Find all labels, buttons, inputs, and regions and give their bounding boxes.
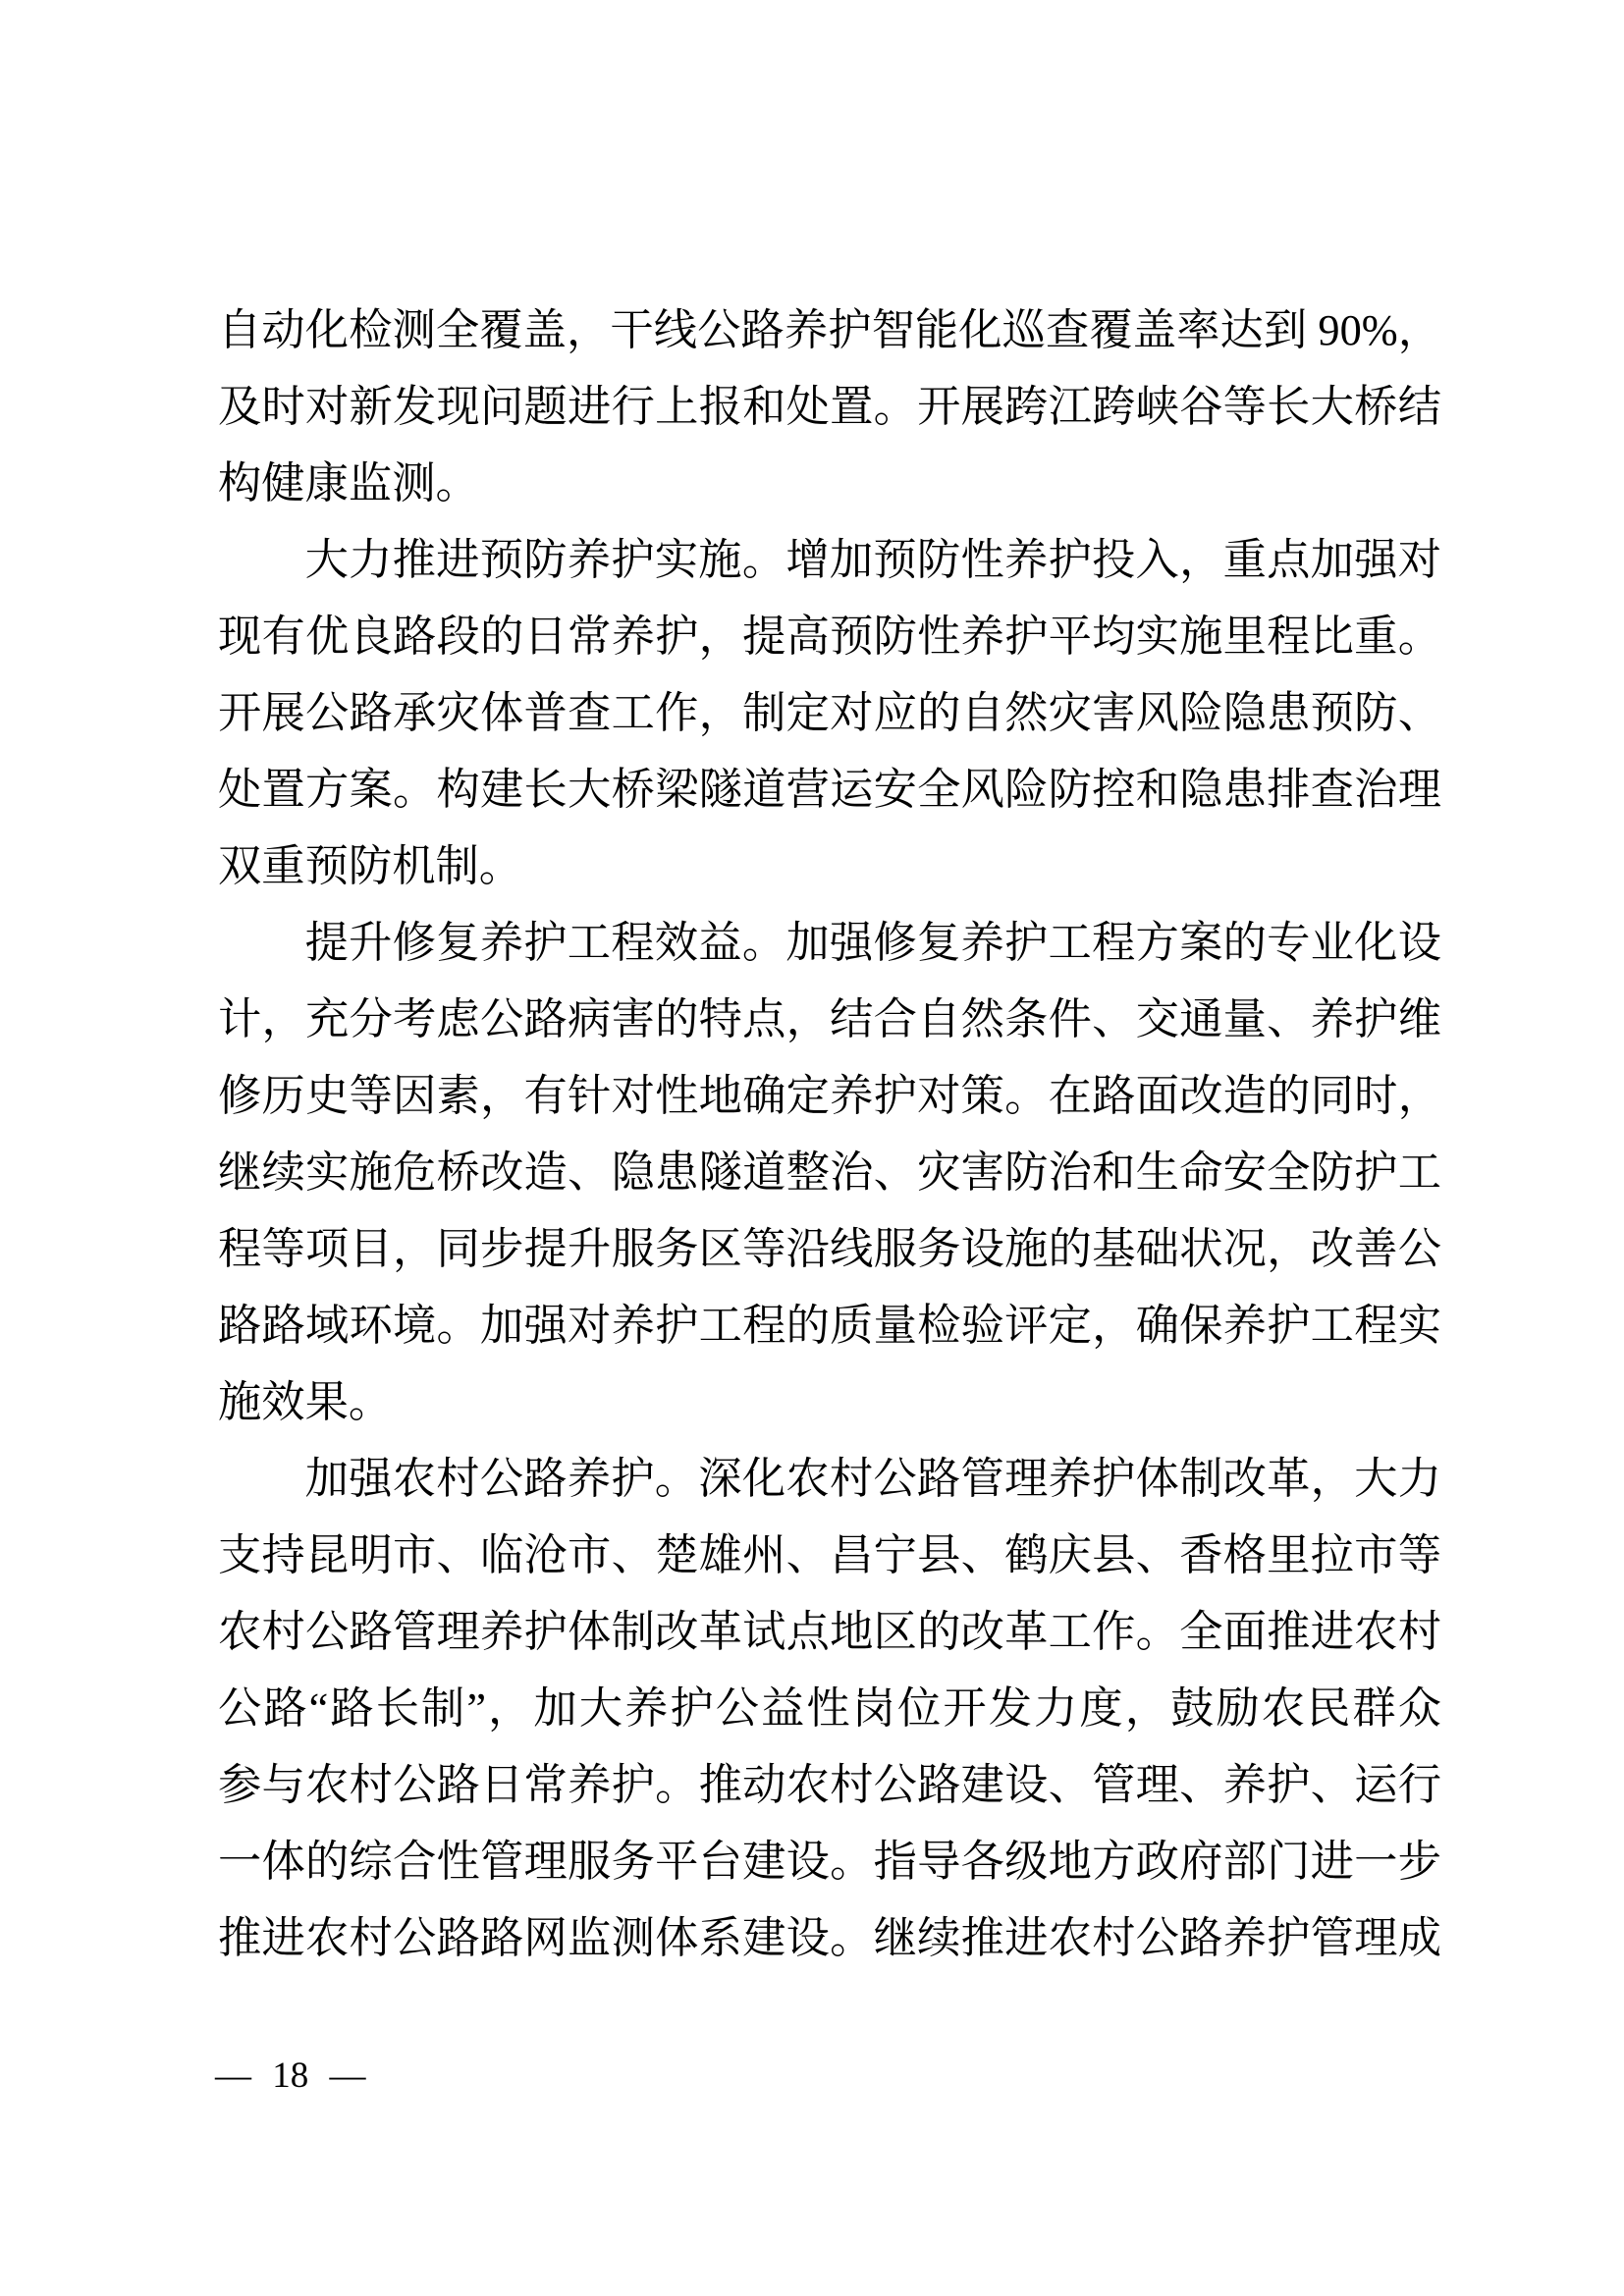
text-line: 程等项目，同步提升服务区等沿线服务设施的基础状况，改善公	[218, 1225, 1441, 1273]
text-line: 修历史等因素，有针对性地确定养护对策。在路面改造的同时，	[218, 1072, 1441, 1120]
text-line: 加强农村公路养护。深化农村公路管理养护体制改革，大力	[304, 1455, 1441, 1503]
text-line: 计，充分考虑公路病害的特点，结合自然条件、交通量、养护维	[218, 995, 1441, 1043]
text-line: 支持昆明市、临沧市、楚雄州、昌宁县、鹤庆县、香格里拉市等	[218, 1531, 1441, 1579]
text-line: 大力推进预防养护实施。增加预防性养护投入，重点加强对	[304, 536, 1441, 584]
text-line: 构健康监测。	[218, 459, 479, 507]
text-line: 继续实施危桥改造、隐患隧道整治、灾害防治和生命安全防护工	[218, 1148, 1441, 1197]
text-line: 提升修复养护工程效益。加强修复养护工程方案的专业化设	[304, 919, 1441, 967]
text-line: 现有优良路段的日常养护，提高预防性养护平均实施里程比重。	[218, 613, 1441, 661]
page-number: — 18 —	[215, 2056, 366, 2096]
text-line: 施效果。	[218, 1378, 393, 1426]
text-line: 开展公路承灾体普查工作，制定对应的自然灾害风险隐患预防、	[218, 689, 1441, 737]
text-line: 推进农村公路路网监测体系建设。继续推进农村公路养护管理成	[218, 1914, 1441, 1962]
text-line: 处置方案。构建长大桥梁隧道营运安全风险防控和隐患排查治理	[218, 766, 1441, 814]
text-line: 双重预防机制。	[218, 842, 523, 890]
text-line: 农村公路管理养护体制改革试点地区的改革工作。全面推进农村	[218, 1608, 1441, 1656]
text-line: 参与农村公路日常养护。推动农村公路建设、管理、养护、运行	[218, 1761, 1441, 1809]
body-text	[218, 293, 1441, 1977]
text-line: 自动化检测全覆盖，干线公路养护智能化巡查覆盖率达到 90%，	[218, 306, 1441, 354]
text-line: 公路“路长制”，加大养护公益性岗位开发力度，鼓励农民群众	[218, 1684, 1441, 1733]
text-line: 一体的综合性管理服务平台建设。指导各级地方政府部门进一步	[218, 1838, 1441, 1886]
text-line: 路路域环境。加强对养护工程的质量检验评定，确保养护工程实	[218, 1302, 1441, 1350]
text-line: 及时对新发现问题进行上报和处置。开展跨江跨峡谷等长大桥结	[218, 383, 1441, 431]
